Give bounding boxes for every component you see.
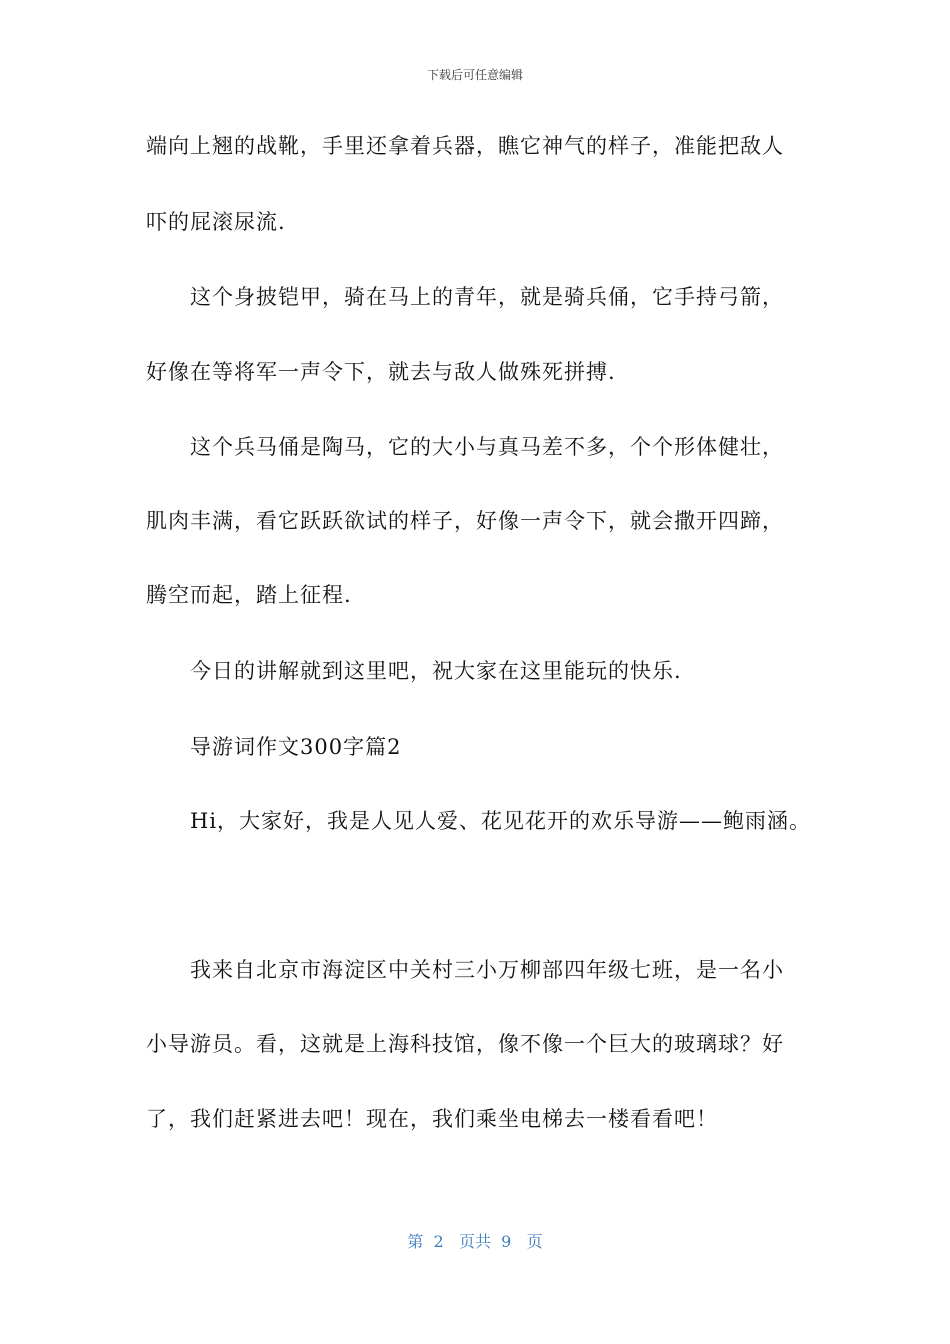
body-line: 腾空而起，踏上征程.	[146, 583, 352, 607]
body-line: 好像在等将军一声令下，就去与敌人做殊死拼搏.	[146, 360, 616, 384]
body-line: 我来自北京市海淀区中关村三小万柳部四年级七班，是一名小	[190, 958, 784, 982]
body-line: 端向上翘的战靴，手里还拿着兵器，瞧它神气的样子，准能把敌人	[146, 134, 784, 158]
section-heading: 导游词作文300字篇2	[190, 735, 402, 759]
body-line: 这个身披铠甲，骑在马上的青年，就是骑兵俑，它手持弓箭，	[190, 285, 784, 309]
page-footer: 第 2 页共 9 页	[407, 1232, 543, 1251]
body-line: 小导游员。看，这就是上海科技馆，像不像一个巨大的玻璃球？好	[146, 1032, 784, 1056]
body-line: Hi，大家好，我是人见人爱、花见花开的欢乐导游——鲍雨涵。	[190, 809, 812, 833]
body-line: 吓的屁滚尿流.	[146, 210, 286, 234]
body-line: 今日的讲解就到这里吧，祝大家在这里能玩的快乐.	[190, 659, 682, 683]
body-line: 肌肉丰满，看它跃跃欲试的样子，好像一声令下，就会撒开四蹄，	[146, 509, 784, 533]
body-line: 这个兵马俑是陶马，它的大小与真马差不多，个个形体健壮，	[190, 435, 784, 459]
page-header: 下载后可任意编辑	[426, 68, 523, 82]
body-line: 了，我们赶紧进去吧！现在，我们乘坐电梯去一楼看看吧！	[146, 1107, 718, 1131]
